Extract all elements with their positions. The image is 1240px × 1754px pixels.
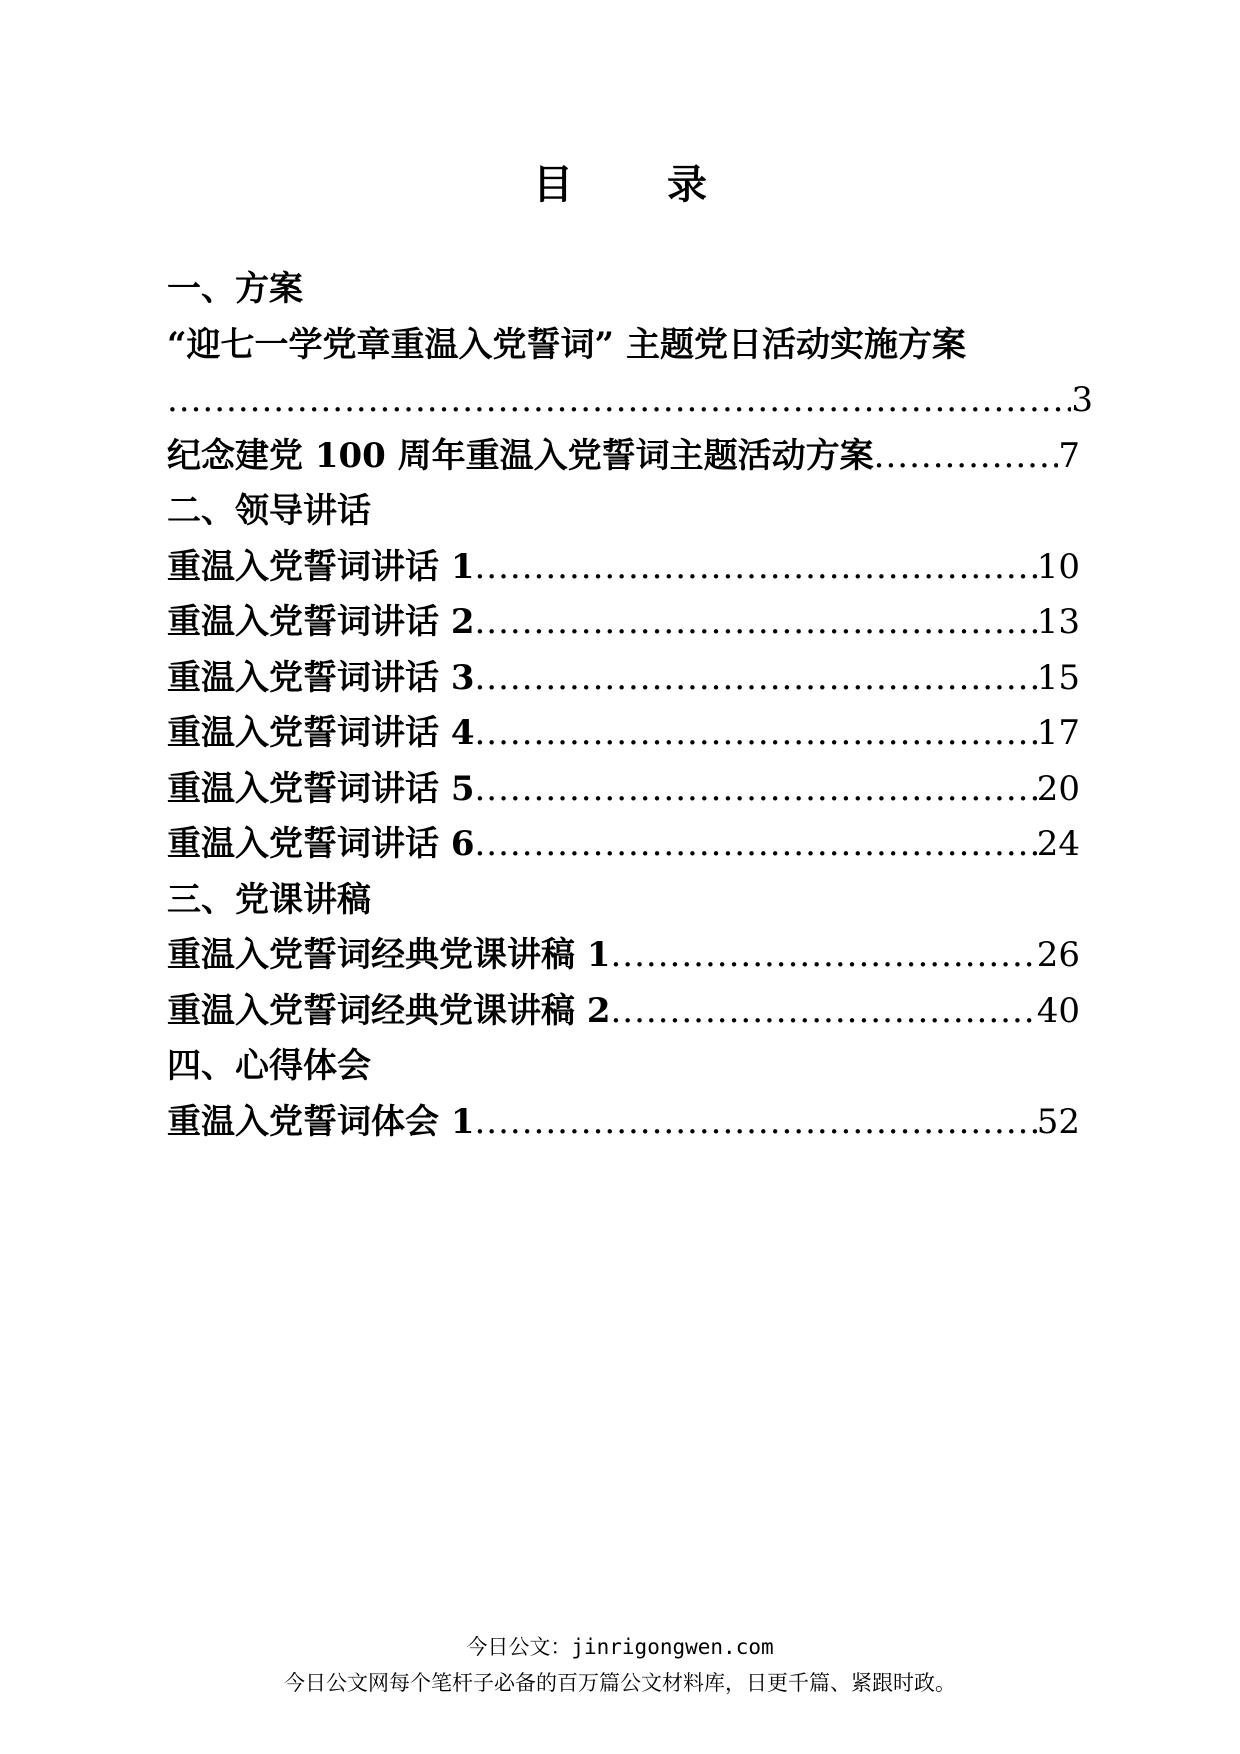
toc-entry[interactable]: [167, 429, 1080, 485]
toc-entry-title: 重温入党誓词讲话 1: [167, 546, 475, 587]
toc-entry[interactable]: [167, 706, 1080, 762]
toc-entry-title: 纪念建党 100 周年重温入党誓词主题活动方案: [167, 435, 874, 476]
toc-page-number: 40: [1036, 990, 1080, 1031]
toc-page-number: 10: [1036, 546, 1080, 587]
toc-entry[interactable]: [167, 762, 1080, 818]
toc-entry-title: 重温入党誓词讲话 3: [167, 657, 475, 698]
toc-page-number: 20: [1036, 768, 1080, 809]
toc-entry[interactable]: [167, 928, 1080, 984]
toc-leader-dots: [475, 595, 1037, 651]
toc-entry[interactable]: [167, 373, 1093, 429]
toc-page-number: 17: [1036, 713, 1080, 753]
toc-entry[interactable]: [167, 984, 1080, 1040]
toc-entry-title: 重温入党誓词体会 1: [167, 1101, 475, 1142]
toc-section-heading: 二、领导讲话: [167, 491, 371, 531]
table-of-contents: [167, 262, 1093, 1150]
toc-entry-title: 重温入党誓词讲话 2: [167, 602, 475, 642]
toc-leader-dots: [475, 817, 1037, 873]
toc-entry[interactable]: [167, 817, 1080, 873]
toc-entry[interactable]: [167, 595, 1080, 651]
footer-site-line: [0, 1631, 1240, 1661]
page-title: 目 录: [533, 161, 747, 208]
toc-leader-dots: [475, 706, 1037, 762]
toc-leader-dots: [475, 762, 1037, 818]
toc-entry-title: 重温入党誓词经典党课讲稿 2: [167, 990, 611, 1031]
toc-section-heading: 一、方案: [167, 269, 303, 309]
toc-section-heading: 三、党课讲稿: [167, 879, 371, 920]
toc-entry-title: 重温入党誓词讲话 4: [167, 713, 475, 753]
toc-leader-dots: [874, 429, 1059, 485]
toc-page-number: 15: [1036, 657, 1080, 698]
toc-section-heading: 四、心得体会: [167, 1046, 371, 1086]
toc-leader-dots: [475, 540, 1037, 596]
toc-page-number: 24: [1036, 824, 1080, 864]
toc-entry-title: 重温入党誓词讲话 6: [167, 824, 475, 864]
toc-page-number: 52: [1036, 1101, 1080, 1142]
toc-page-number: 13: [1036, 602, 1080, 642]
footer-slogan: 今日公文网每个笔杆子必备的百万篇公文材料库，日更千篇、紧跟时政。: [284, 1671, 956, 1695]
toc-leader-dots: [611, 984, 1037, 1040]
toc-entry[interactable]: [167, 540, 1080, 596]
toc-entry-title: 重温入党誓词讲话 5: [167, 768, 475, 809]
toc-entry[interactable]: [167, 651, 1080, 707]
toc-leader-dots: [475, 1095, 1037, 1151]
footer-site-link[interactable]: jinrigongwen.com: [571, 1635, 774, 1659]
toc-entry[interactable]: [167, 1095, 1080, 1151]
toc-page-number: 26: [1036, 935, 1080, 975]
toc-leader-dots: [475, 651, 1037, 707]
toc-entry-title: “迎七一学党章重温入党誓词” 主题党日活动实施方案: [167, 324, 966, 365]
toc-page-number: 7: [1058, 435, 1080, 476]
toc-page-number: 3: [1071, 380, 1093, 420]
toc-leader-dots: [167, 373, 1071, 429]
footer-site-label: 今日公文：: [466, 1635, 572, 1659]
toc-leader-dots: [611, 928, 1037, 984]
toc-entry-title: 重温入党誓词经典党课讲稿 1: [167, 935, 611, 975]
